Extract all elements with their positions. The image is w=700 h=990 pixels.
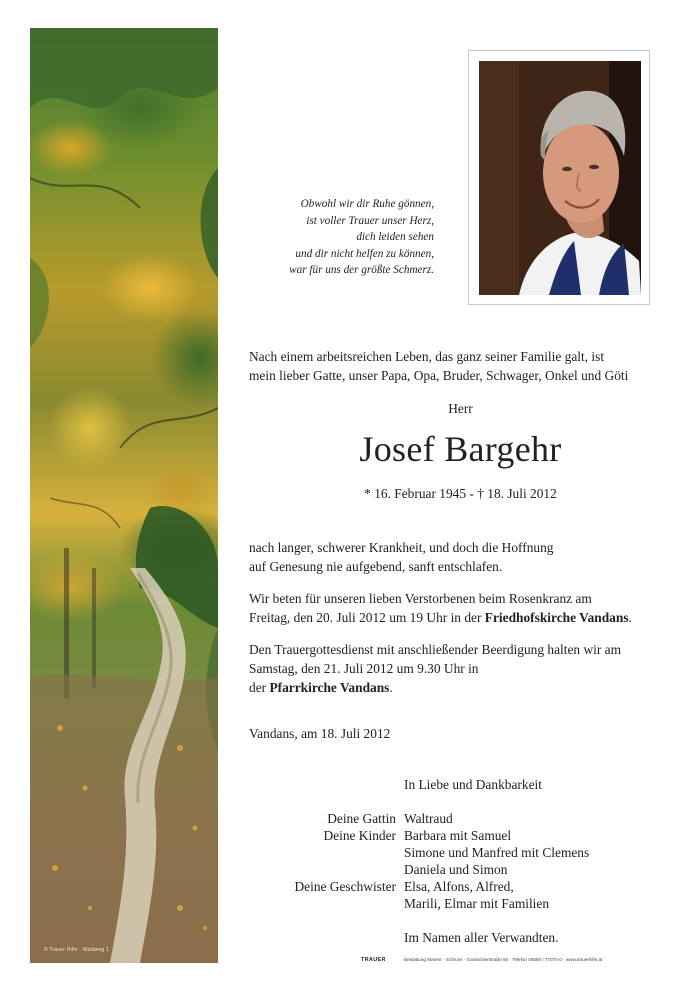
closing-final: Im Namen aller Verwandten. — [404, 930, 559, 945]
poem-line: Obwohl wir dir Ruhe gönnen, — [300, 198, 434, 210]
poem-line: dich leiden sehen — [356, 231, 434, 244]
child-entry: Barbara mit Samuel — [404, 828, 512, 843]
child-entry: Simone und Manfred mit Clemens — [404, 845, 590, 860]
funeral-prefix: der — [249, 680, 270, 695]
funeral-period: . — [389, 680, 393, 695]
portrait-frame — [468, 50, 650, 305]
siblings-list — [404, 878, 549, 912]
child-entry: Daniela und Simon — [404, 862, 508, 877]
passing-text — [249, 538, 554, 576]
sibling-entry: Marili, Elmar mit Familien — [404, 896, 550, 911]
funeral-text — [249, 640, 621, 697]
poem-line: und dir nicht helfen zu können, — [295, 247, 434, 260]
passing-line: auf Genesung nie aufgebend, sanft entschlafen. — [249, 559, 503, 574]
poem-line: war für uns der größte Schmerz. — [289, 264, 434, 277]
rosary-line: Wir beten für unseren lieben Verstorbenen beim Rosenkranz am — [249, 591, 592, 606]
rosary-text — [249, 589, 632, 627]
label-children: Deine Kinder — [323, 828, 396, 843]
footer-brand: TRAUER — [361, 957, 386, 963]
life-dates: * 16. Februar 1945 - † 18. Juli 2012 — [364, 486, 557, 501]
label-spouse: Deine Gattin — [327, 811, 396, 826]
forest-illustration — [30, 28, 218, 963]
forest-path-image — [30, 28, 218, 963]
image-credit: © Trauer Hilfe · Waldweg 1 — [44, 947, 110, 953]
funeral-line — [249, 678, 621, 697]
funeral-line: Samstag, den 21. Juli 2012 um 9.30 Uhr in — [249, 661, 479, 676]
sibling-entry: Elsa, Alfons, Alfred, — [404, 879, 514, 894]
label-siblings: Deine Geschwister — [294, 879, 396, 894]
honorific: Herr — [448, 401, 473, 416]
place-date: Vandans, am 18. Juli 2012 — [249, 726, 391, 741]
poem-line: ist voller Trauer unser Herz, — [306, 214, 434, 227]
children-list — [404, 827, 589, 878]
intro-line: mein lieber Gatte, unser Papa, Opa, Bruder, Schwager, Onkel und Göti — [249, 368, 629, 383]
rosary-line — [249, 608, 632, 627]
passing-line: nach langer, schwerer Krankheit, und doch die Hoffnung — [249, 540, 554, 555]
spouse-name: Waltraud — [404, 811, 453, 826]
closing-heading: In Liebe und Dankbarkeit — [404, 777, 542, 792]
portrait-photo — [479, 61, 641, 295]
intro-text — [249, 347, 628, 385]
funeral-church: Pfarrkirche Vandans — [269, 680, 390, 695]
rosary-date: Freitag, den 20. Juli 2012 um 19 Uhr in der — [249, 610, 485, 625]
intro-line: Nach einem arbeitsreichen Leben, das ganz seiner Familie galt, ist — [249, 349, 605, 364]
footer-info: Bestattung Marent · Schruns · Gantschierstraße 80 · Telefon 05556 / 77070-0 · www.trauerhilfe.at — [404, 957, 603, 962]
deceased-name: Josef Bargehr — [359, 429, 562, 469]
memorial-poem — [236, 196, 434, 279]
rosary-period: . — [628, 610, 632, 625]
funeral-line: Den Trauergottesdienst mit anschließender Beerdigung halten wir am — [249, 642, 622, 657]
rosary-church: Friedhofskirche Vandans — [484, 610, 629, 625]
